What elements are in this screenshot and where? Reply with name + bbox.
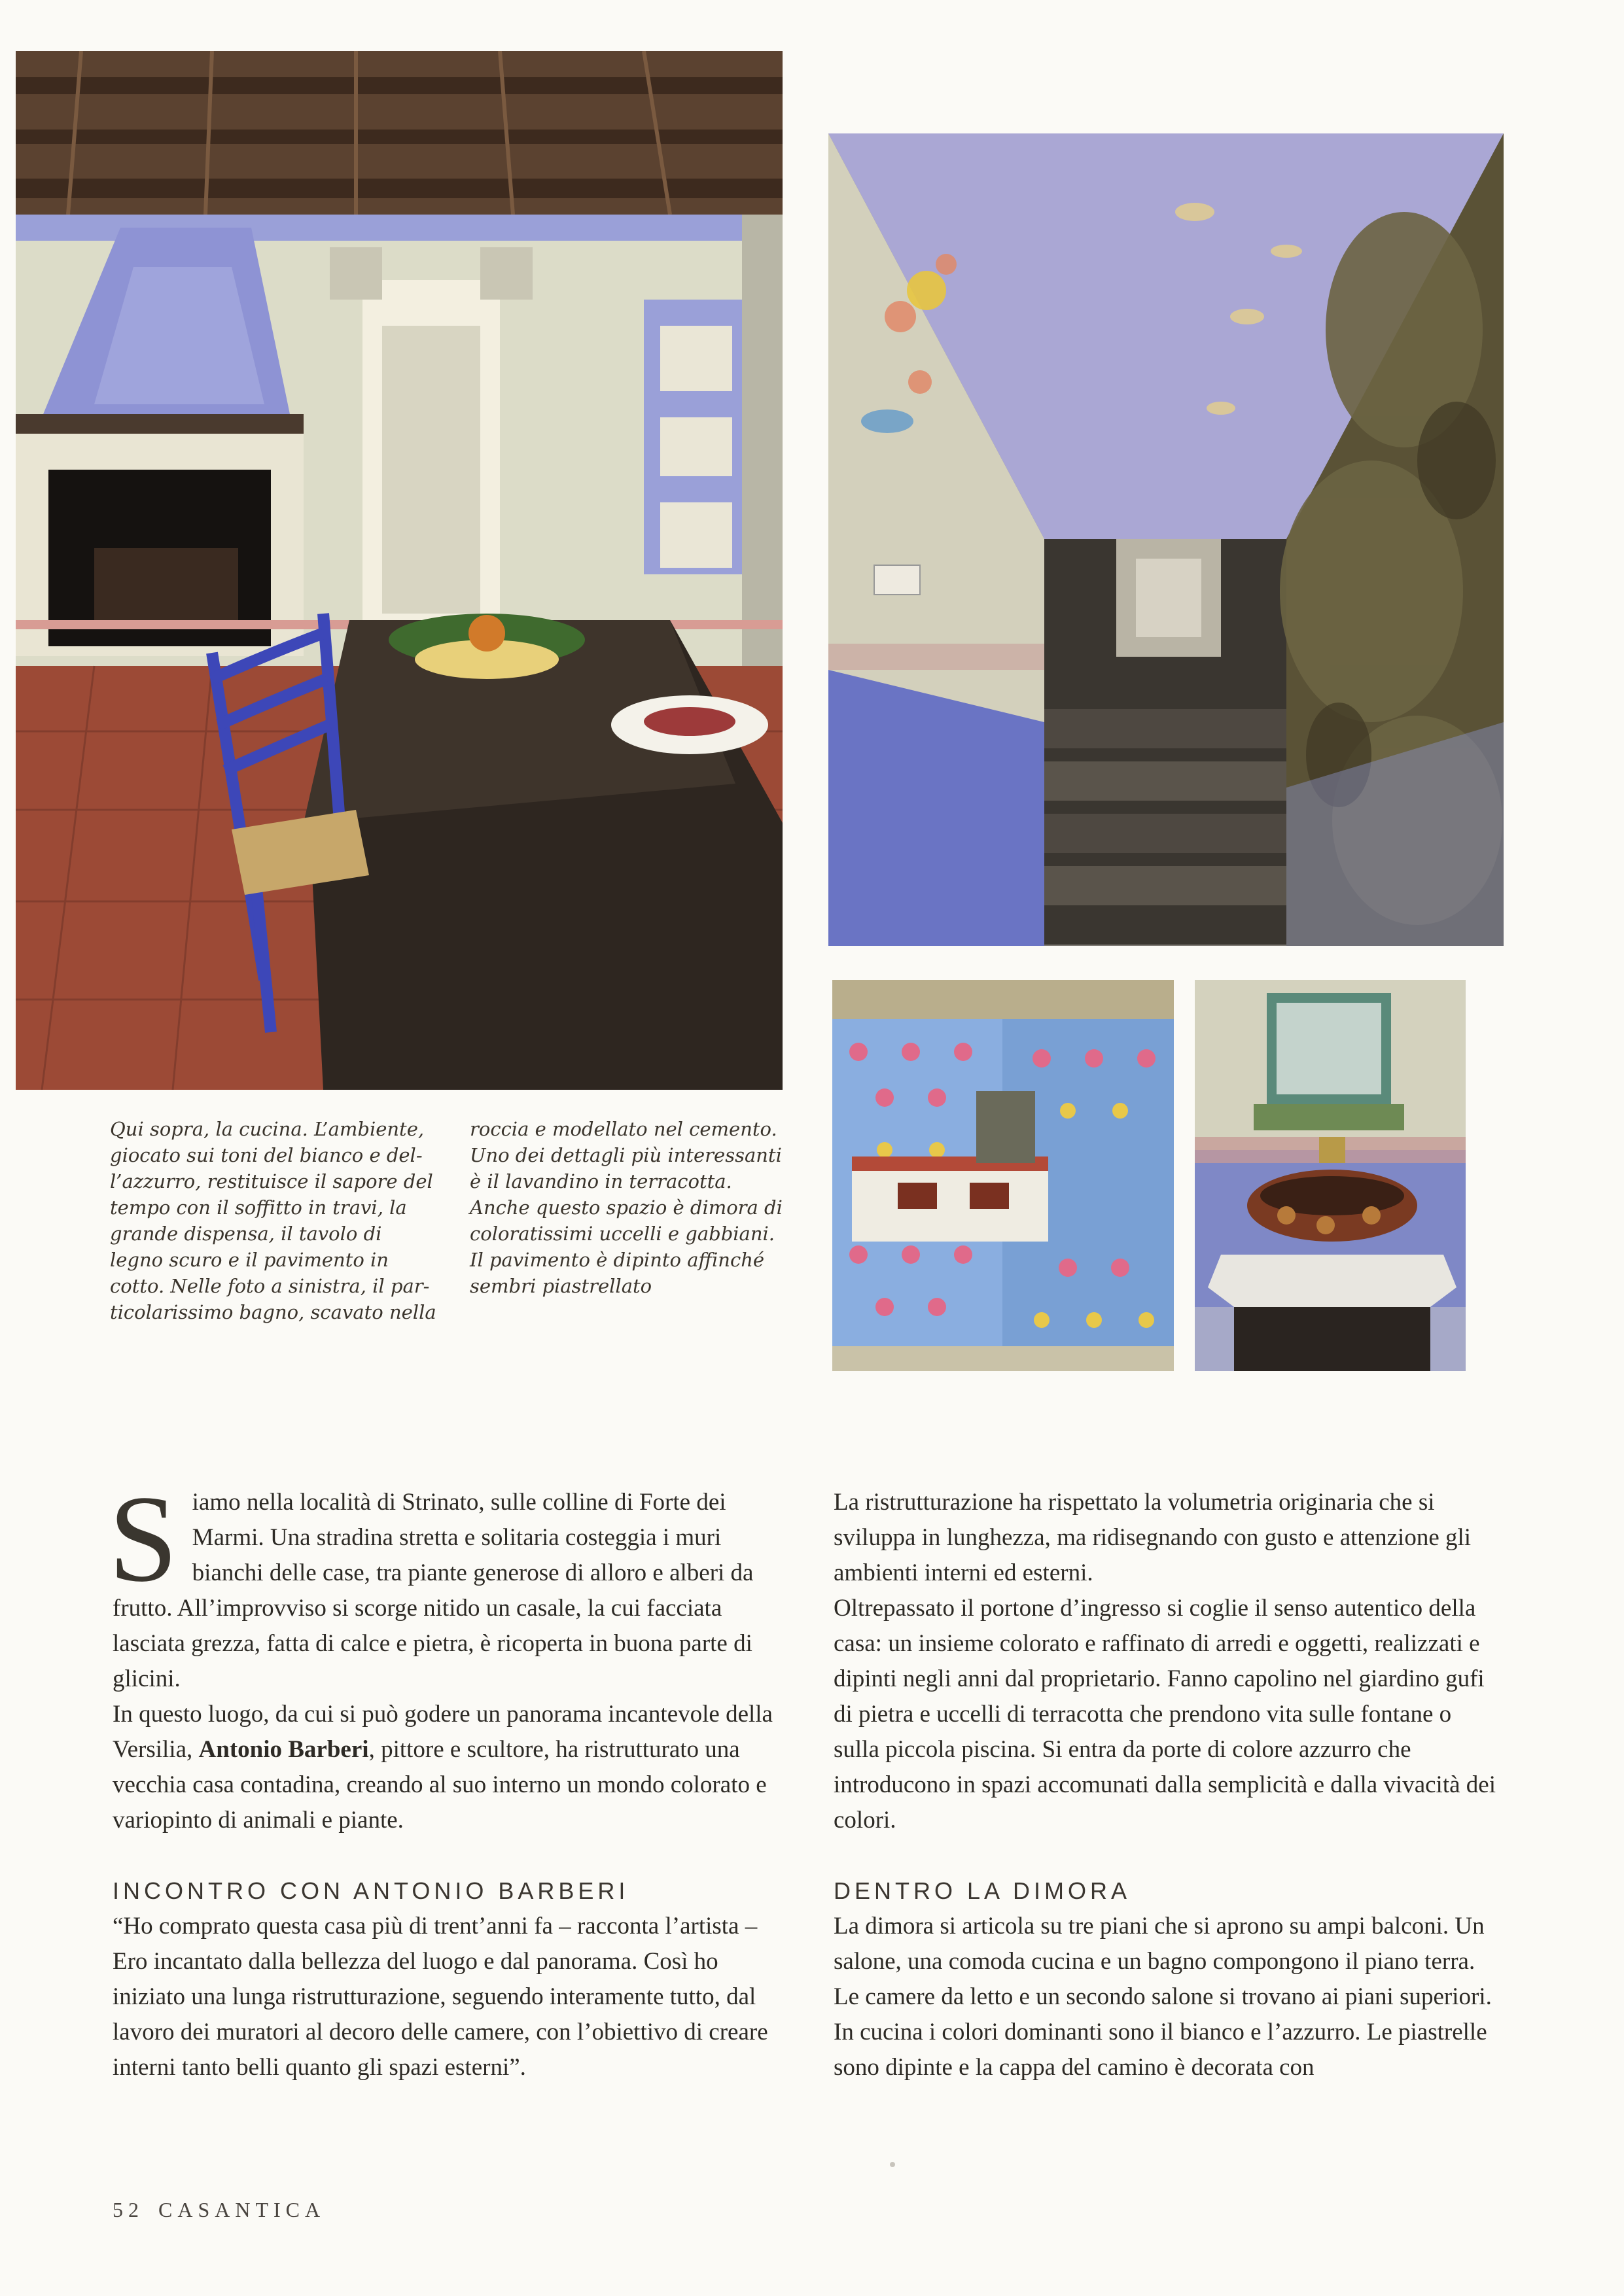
paragraph: La ristrutturazione ha rispettato la volumetria originaria che si sviluppa in lunghezza, ma ridisegnando con gusto e attenzione gli ambienti interni ed esterni.: [834, 1489, 1472, 1586]
article-left-column: [109, 1470, 786, 2085]
paragraph-text: , pittore e scultore, ha ristrutturato una vecchia casa contadina, creando al suo interno un mondo colorato e variopinto di animali e piante.: [113, 1736, 767, 1834]
paragraph: “Ho comprato questa casa più di trent’anni fa – racconta l’artista – Ero incantato dalla bellezza del luogo e dal panorama. Così ho iniziato una lunga ristrutturazione, seguendo interamente tutto, dal lavoro dei muratori al decoro delle camere, con l’obiettivo di creare interni tanto belli quanto gli spazi esterni”.: [113, 1913, 768, 2081]
caption-line: Qui sopra, la cucina. L’ambiente,: [110, 1118, 425, 1140]
caption-line: grande dispensa, il tavolo di: [110, 1223, 382, 1245]
photo-caption-col2: [470, 1116, 810, 1299]
caption-line: legno scuro e il pavimento in: [110, 1249, 389, 1271]
page-footer: [113, 2198, 325, 2222]
photo-caption-col1: [110, 1116, 450, 1325]
caption-line: giocato sui toni del bianco e del-: [110, 1144, 423, 1166]
print-mark: [890, 2162, 895, 2167]
magazine-name: CASANTICA: [158, 2198, 326, 2221]
caption-line: Anche questo spazio è dimora di: [470, 1196, 783, 1219]
caption-line: tempo con il soffitto in travi, la: [110, 1196, 407, 1219]
paragraph-text: In questo luogo, da cui si può godere un panorama incantevole della Versilia,: [113, 1701, 773, 1763]
intro-paragraph: [109, 1470, 786, 1697]
rock-corridor-photo: [828, 133, 1504, 946]
caption-line: l’azzurro, restituisce il sapore del: [110, 1170, 433, 1192]
caption-line: cotto. Nelle foto a sinistra, il par-: [110, 1275, 430, 1297]
caption-line: coloratissimi uccelli e gabbiani.: [470, 1223, 775, 1245]
paragraph: La dimora si articola su tre piani che si aprono su ampi balconi. Un salone, una comoda cucina e un bagno compongono il piano terra. Le camere da letto e un secondo salone si trovano ai piani superiori.: [834, 1913, 1492, 2010]
paragraph: [113, 1697, 786, 1838]
paragraph: Oltrepassato il portone d’ingresso si coglie il senso autentico della casa: un insieme colorato e raffinato di arredi e oggetti, realizzati e dipinti negli anni dal proprietario. Fanno capolino nel giardino gufi di pietra e uccelli di terracotta che prendono vita sulle fontane o sulla piccola piscina. Si entra da porte di colore azzurro che introducono in spazi accomunati dalla semplicità e dalla vivacità dei colori.: [834, 1595, 1496, 1834]
caption-line: Uno dei dettagli più interessanti: [470, 1144, 782, 1166]
drop-cap: S: [109, 1470, 178, 1608]
kitchen-photo: [16, 51, 783, 1090]
caption-line: roccia e modellato nel cemento.: [470, 1118, 777, 1140]
caption-line: è il lavandino in terracotta.: [470, 1170, 732, 1192]
section-heading: DENTRO LA DIMORA: [834, 1877, 1131, 1904]
page-number: 52: [113, 2198, 144, 2221]
caption-line: sembri piastrellato: [470, 1275, 652, 1297]
tiled-bathroom-photo: [832, 980, 1174, 1371]
article-right-column: [834, 1485, 1500, 2085]
caption-line: ticolarissimo bagno, scavato nella: [110, 1301, 436, 1323]
section-heading: INCONTRO CON ANTONIO BARBERI: [113, 1877, 629, 1904]
paragraph: In cucina i colori dominanti sono il bianco e l’azzurro. Le piastrelle sono dipinte e la cappa del camino è decorata con: [834, 2019, 1487, 2081]
intro-text: iamo nella località di Strinato, sulle colline di Forte dei Marmi. Una stradina stretta e solitaria costeggia i muri bianchi delle case, tra piante generose di alloro e alberi da frutto. All’improvviso si scorge nitido un casale, la cui facciata lasciata grezza, fatta di calce e pietra, è ricoperta in buona parte di glicini.: [113, 1489, 754, 1692]
terracotta-sink-photo: [1195, 980, 1466, 1371]
artist-name: Antonio Barberi: [198, 1736, 369, 1763]
caption-line: Il pavimento è dipinto affinché: [470, 1249, 765, 1271]
